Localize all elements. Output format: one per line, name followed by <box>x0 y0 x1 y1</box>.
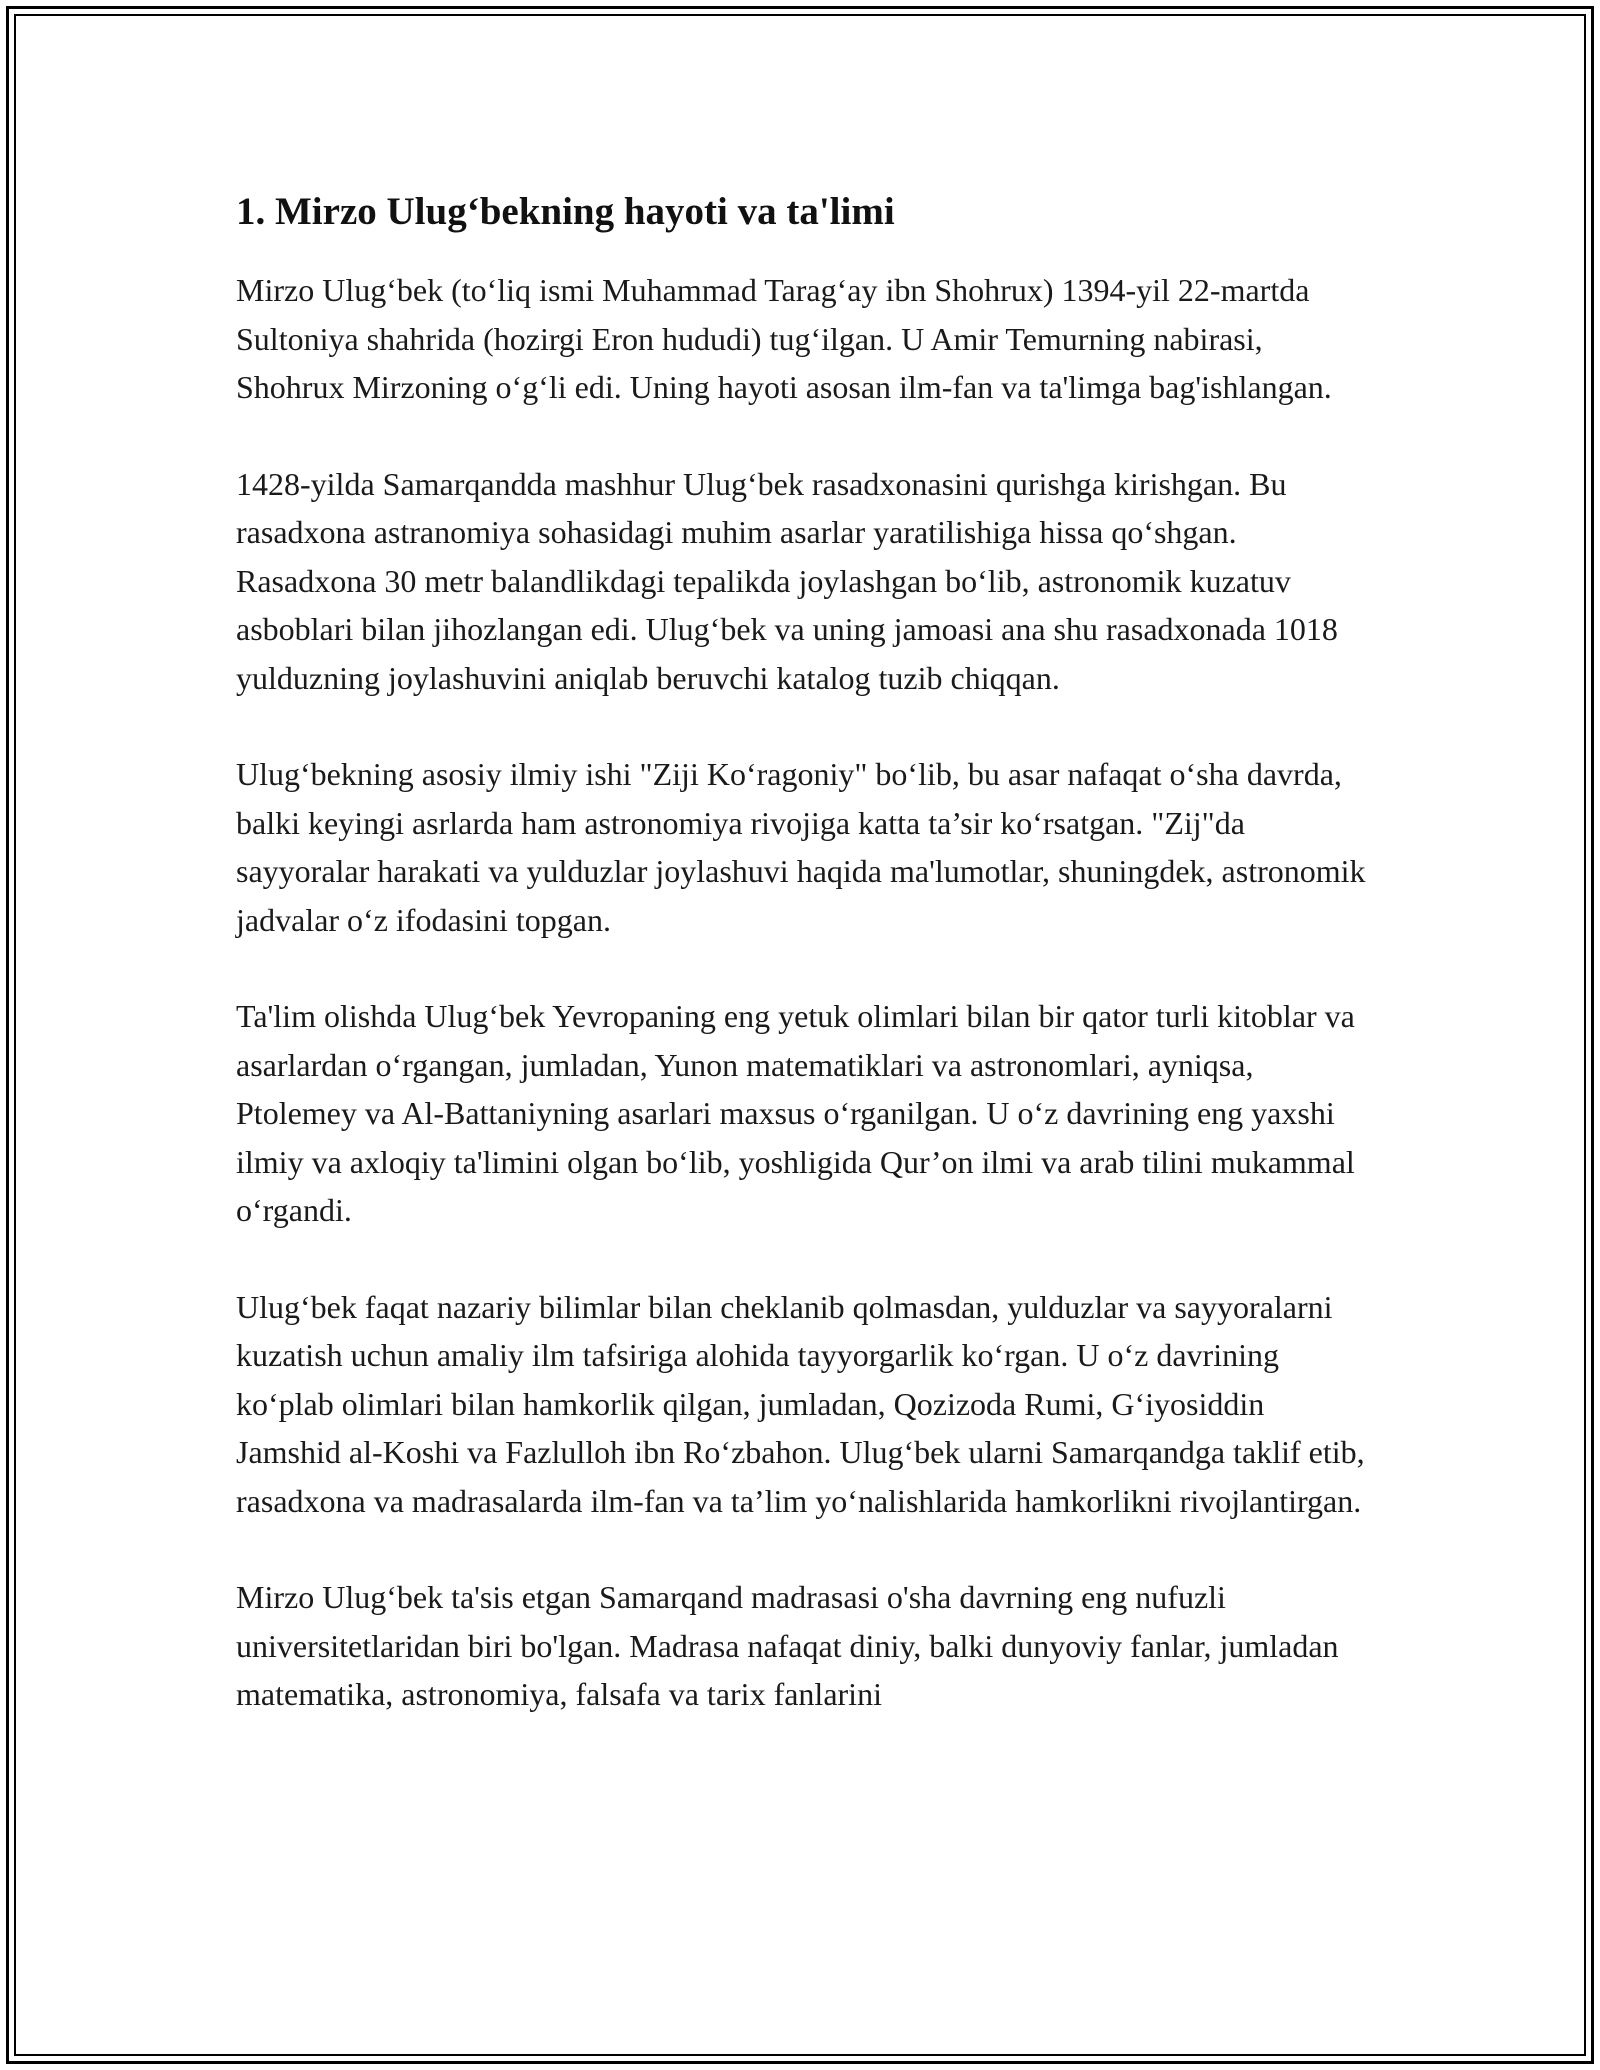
paragraph-birth: Mirzo Ulug‘bek (to‘liq ismi Muhammad Tarag‘ay ibn Shohrux) 1394-yil 22-martda Sultoniya shahrida (hozirgi Eron hududi) tug‘ilgan. U Amir Temurning nabirasi, Shohrux Mirzoning o‘g‘li edi. Uning hayoti asosan ilm-fan va ta'limga bag'ishlangan. <box>236 272 1332 405</box>
paragraph-zij: Ulug‘bekning asosiy ilmiy ishi "Ziji Ko‘ragoniy" bo‘lib, bu asar nafaqat o‘sha davrda, balki keyingi asrlarda ham astronomiya rivojiga katta ta’sir ko‘rsatgan. "Zij"da sayyoralar harakati va yulduzlar joylashuvi haqida ma'lumotlar, shuningdek, astronomik jadvalar o‘z ifodasini topgan. <box>236 756 1366 938</box>
section-heading: 1. Mirzo Ulug‘bekning hayoti va ta'limi <box>236 190 895 233</box>
paragraph-education: Ta'lim olishda Ulug‘bek Yevropaning eng yetuk olimlari bilan bir qator turli kitoblar va asarlardan o‘rgangan, jumladan, Yunon matematiklari va astronomlari, ayniqsa, Ptolemey va Al-Battaniyning asarlari maxsus o‘rganilgan. U o‘z davrining eng yaxshi ilmiy va axloqiy ta'limini olgan bo‘lib, yoshligida Qur’on ilmi va arab tilini mukammal o‘rgandi. <box>236 998 1355 1228</box>
document-body <box>236 186 1370 1767</box>
paragraph-observatory: 1428-yilda Samarqandda mashhur Ulug‘bek rasadxonasini qurishga kirishgan. Bu rasadxona astranomiya sohasidagi muhim asarlar yaratilishiga hissa qo‘shgan. Rasadxona 30 metr balandlikdagi tepalikda joylashgan bo‘lib, astronomik kuzatuv asboblari bilan jihozlangan edi. Ulug‘bek va uning jamoasi ana shu rasadxonada 1018 yulduzning joylashuvini aniqlab beruvchi katalog tuzib chiqqan. <box>236 465 1338 696</box>
paragraph-collaboration: Ulug‘bek faqat nazariy bilimlar bilan cheklanib qolmasdan, yulduzlar va sayyoralarni kuzatish uchun amaliy ilm tafsiriga alohida tayyorgarlik ko‘rgan. U o‘z davrining ko‘plab olimlari bilan hamkorlik qilgan, jumladan, Qozizoda Rumi, G‘iyosiddin Jamshid al-Koshi va Fazlulloh ibn Ro‘zbahon. Ulug‘bek ularni Samarqandga taklif etib, rasadxona va madrasalarda ilm-fan va ta’lim yo‘nalishlarida hamkorlikni rivojlantirgan. <box>236 1288 1365 1519</box>
paragraph-madrasa: Mirzo Ulug‘bek ta'sis etgan Samarqand madrasasi o'sha davrning eng nufuzli universitetlaridan biri bo'lgan. Madrasa nafaqat diniy, balki dunyoviy fanlar, jumladan matematika, astronomiya, falsafa va tarix fanlarini <box>236 1579 1339 1712</box>
